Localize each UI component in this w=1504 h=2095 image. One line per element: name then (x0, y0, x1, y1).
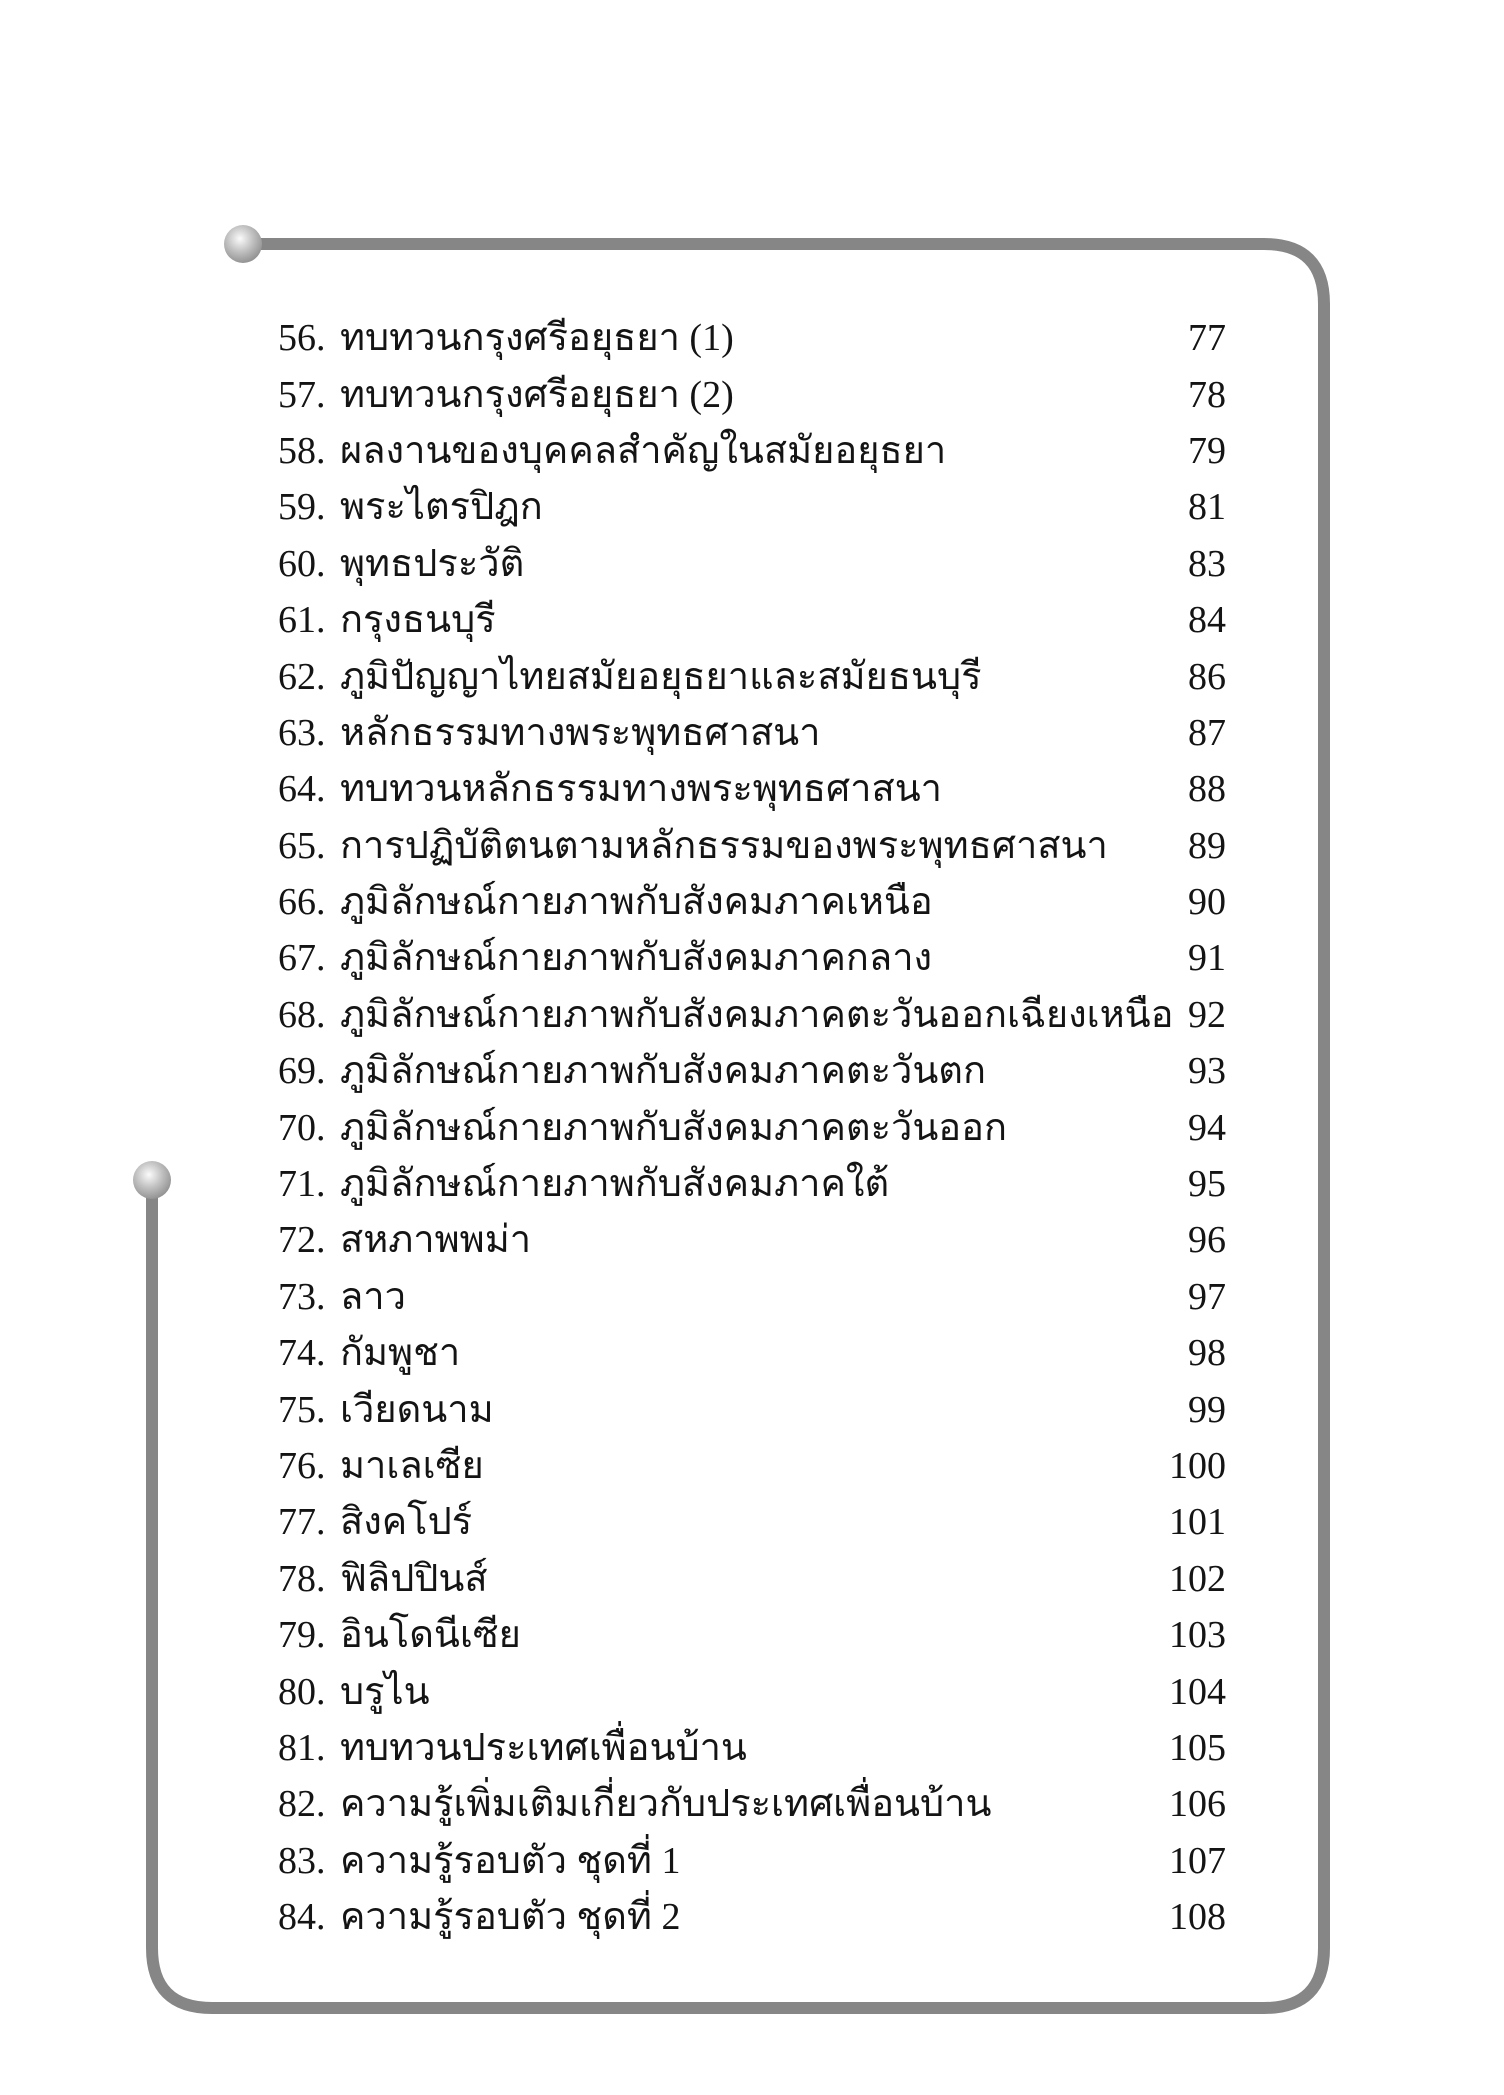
toc-row (0, 1663, 1504, 1719)
toc-row (0, 536, 1504, 592)
toc-page-number: 103 (1169, 1614, 1226, 1657)
table-of-contents (0, 310, 1504, 1945)
toc-item-title: ทบทวนหลักธรรมทางพระพุทธศาสนา (340, 768, 943, 811)
toc-item-number: 60. (278, 542, 326, 585)
toc-item-number: 64. (278, 768, 326, 811)
toc-row (0, 592, 1504, 648)
toc-item-title: มาเลเซีย (340, 1445, 484, 1487)
toc-item-title: ลาว (340, 1275, 406, 1318)
toc-row (0, 1156, 1504, 1212)
toc-row (0, 1607, 1504, 1663)
toc-page-number: 83 (1188, 542, 1226, 585)
toc-item-number: 70. (278, 1106, 326, 1149)
sphere-ornament-top-icon (224, 225, 262, 263)
toc-item-number: 57. (278, 373, 326, 416)
toc-page-number: 107 (1169, 1839, 1226, 1882)
toc-item-title: ทบทวนกรุงศรีอยุธยา (2) (340, 373, 734, 416)
toc-item-title: พุทธประวัติ (340, 542, 525, 585)
toc-row (0, 1720, 1504, 1776)
toc-page-number: 90 (1188, 881, 1226, 924)
toc-item-number: 62. (278, 655, 326, 698)
toc-item-number: 74. (278, 1332, 326, 1375)
toc-page-number: 88 (1188, 768, 1226, 811)
toc-item-title: หลักธรรมทางพระพุทธศาสนา (340, 711, 821, 754)
toc-item-title: ภูมิปัญญาไทยสมัยอยุธยาและสมัยธนบุรี (340, 655, 982, 698)
toc-row (0, 479, 1504, 535)
toc-item-title: ทบทวนกรุงศรีอยุธยา (1) (340, 317, 734, 360)
toc-item-number: 69. (278, 1050, 326, 1093)
toc-item-title: ความรู้เพิ่มเติมเกี่ยวกับประเทศเพื่อนบ้าน (340, 1783, 992, 1826)
toc-page-number: 96 (1188, 1219, 1226, 1262)
toc-row (0, 1494, 1504, 1550)
toc-row (0, 423, 1504, 479)
toc-page-number: 94 (1188, 1106, 1226, 1149)
toc-row (0, 1381, 1504, 1437)
toc-item-number: 75. (278, 1388, 326, 1431)
toc-item-title: ทบทวนประเทศเพื่อนบ้าน (340, 1726, 747, 1769)
toc-item-title: ความรู้รอบตัว ชุดที่ 1 (340, 1839, 681, 1882)
toc-item-title: ภูมิลักษณ์กายภาพกับสังคมภาคกลาง (340, 937, 933, 980)
toc-item-number: 68. (278, 993, 326, 1036)
toc-item-number: 63. (278, 711, 326, 754)
toc-row (0, 1889, 1504, 1945)
toc-item-number: 61. (278, 599, 326, 642)
toc-page-number: 77 (1188, 317, 1226, 360)
toc-page-number: 78 (1188, 373, 1226, 416)
toc-item-number: 80. (278, 1670, 326, 1713)
toc-row (0, 1212, 1504, 1268)
toc-item-title: กัมพูชา (340, 1332, 461, 1375)
toc-page-number: 101 (1169, 1501, 1226, 1544)
toc-page-number: 105 (1169, 1726, 1226, 1769)
toc-item-number: 72. (278, 1219, 326, 1262)
toc-page-number: 106 (1169, 1783, 1226, 1826)
toc-row (0, 310, 1504, 366)
toc-page-number: 97 (1188, 1275, 1226, 1318)
toc-row (0, 648, 1504, 704)
toc-row (0, 930, 1504, 986)
toc-row (0, 1269, 1504, 1325)
toc-page-number: 84 (1188, 599, 1226, 642)
toc-item-title: ภูมิลักษณ์กายภาพกับสังคมภาคใต้ (340, 1163, 890, 1206)
toc-item-number: 58. (278, 429, 326, 472)
toc-row (0, 1099, 1504, 1155)
toc-item-number: 81. (278, 1726, 326, 1769)
toc-item-title: กรุงธนบุรี (340, 599, 496, 642)
toc-page-number: 86 (1188, 655, 1226, 698)
toc-row (0, 1325, 1504, 1381)
toc-row (0, 1776, 1504, 1832)
toc-item-number: 84. (278, 1896, 326, 1939)
toc-page-number: 87 (1188, 711, 1226, 754)
toc-item-number: 82. (278, 1783, 326, 1826)
toc-item-number: 78. (278, 1557, 326, 1600)
toc-page-number: 98 (1188, 1332, 1226, 1375)
toc-row (0, 1438, 1504, 1494)
toc-page-number: 108 (1169, 1896, 1226, 1939)
toc-page-number: 100 (1169, 1445, 1226, 1487)
toc-item-number: 76. (278, 1445, 326, 1487)
toc-row (0, 818, 1504, 874)
toc-page-number: 81 (1188, 486, 1226, 529)
toc-item-title: สิงคโปร์ (340, 1501, 473, 1544)
toc-item-title: ความรู้รอบตัว ชุดที่ 2 (340, 1896, 681, 1939)
toc-item-number: 56. (278, 317, 326, 360)
toc-item-number: 77. (278, 1501, 326, 1544)
toc-item-number: 59. (278, 486, 326, 529)
toc-item-number: 66. (278, 881, 326, 924)
toc-row (0, 1043, 1504, 1099)
toc-item-number: 73. (278, 1275, 326, 1318)
toc-row (0, 987, 1504, 1043)
toc-item-title: ภูมิลักษณ์กายภาพกับสังคมภาคเหนือ (340, 881, 933, 924)
toc-page-number: 95 (1188, 1163, 1226, 1206)
toc-page-number: 91 (1188, 937, 1226, 980)
toc-row (0, 761, 1504, 817)
toc-row (0, 874, 1504, 930)
toc-row (0, 366, 1504, 422)
toc-item-title: ผลงานของบุคคลสำคัญในสมัยอยุธยา (340, 429, 947, 472)
toc-item-title: สหภาพพม่า (340, 1219, 532, 1262)
toc-page-number: 93 (1188, 1050, 1226, 1093)
toc-row (0, 705, 1504, 761)
toc-item-title: ภูมิลักษณ์กายภาพกับสังคมภาคตะวันออกเฉียงเหนือ (340, 993, 1174, 1036)
toc-item-title: พระไตรปิฎก (340, 486, 543, 529)
toc-page-number: 99 (1188, 1388, 1226, 1431)
toc-item-number: 71. (278, 1163, 326, 1206)
toc-page-number: 92 (1188, 993, 1226, 1036)
toc-row (0, 1833, 1504, 1889)
toc-item-title: ฟิลิปปินส์ (340, 1557, 488, 1600)
toc-item-title: ภูมิลักษณ์กายภาพกับสังคมภาคตะวันออก (340, 1106, 1007, 1149)
toc-item-title: เวียดนาม (340, 1388, 494, 1431)
toc-item-title: การปฏิบัติตนตามหลักธรรมของพระพุทธศาสนา (340, 824, 1108, 867)
toc-page-number: 102 (1169, 1557, 1226, 1600)
toc-item-number: 67. (278, 937, 326, 980)
toc-item-title: ภูมิลักษณ์กายภาพกับสังคมภาคตะวันตก (340, 1050, 986, 1093)
toc-page-number: 89 (1188, 824, 1226, 867)
toc-item-title: อินโดนีเซีย (340, 1614, 521, 1657)
toc-page-number: 79 (1188, 429, 1226, 472)
toc-item-number: 83. (278, 1839, 326, 1882)
toc-item-title: บรูไน (340, 1670, 430, 1713)
toc-row (0, 1551, 1504, 1607)
toc-item-number: 65. (278, 824, 326, 867)
toc-page-number: 104 (1169, 1670, 1226, 1713)
toc-item-number: 79. (278, 1614, 326, 1657)
